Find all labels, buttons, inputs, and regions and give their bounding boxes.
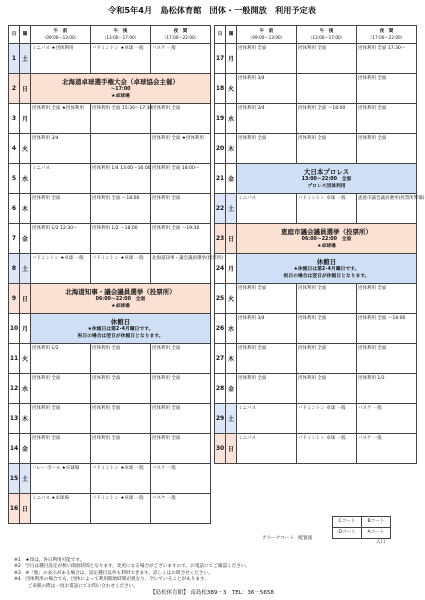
page-title: 令和5年4月 島松体育館 団体・一般開放 利用予定表 bbox=[108, 5, 316, 15]
table-row bbox=[215, 254, 417, 284]
weekday-cell: 火 bbox=[20, 344, 31, 374]
schedule-slot bbox=[91, 464, 151, 494]
slot-text: バスケ 一般 bbox=[152, 496, 176, 501]
event-band bbox=[31, 284, 211, 314]
slot-text: 団体利用 1/2 bbox=[358, 376, 385, 381]
day-cell: 14 bbox=[9, 434, 20, 464]
band-text: ★卓球場 bbox=[111, 304, 130, 309]
note-line: ※2 空白は種目設定が無い開放時間となります。変更になる場合がございますので、お電話にてご確認ください。 bbox=[14, 564, 251, 570]
slot-text: 団体利用 全面 bbox=[152, 106, 181, 111]
weekday-cell: 日 bbox=[226, 224, 237, 254]
slot-text: 団体利用 全面 bbox=[298, 346, 327, 351]
schedule-slot bbox=[357, 374, 417, 404]
table-row bbox=[215, 284, 417, 314]
weekday-cell: 火 bbox=[226, 284, 237, 314]
day-cell: 20 bbox=[215, 134, 226, 164]
schedule-slot bbox=[91, 134, 151, 164]
slot-text: 団体利用 3/4 bbox=[238, 316, 265, 321]
band-text: ～17:00 bbox=[110, 87, 131, 92]
schedule-slot bbox=[151, 224, 211, 254]
schedule-slot bbox=[237, 104, 297, 134]
schedule-slot bbox=[297, 404, 357, 434]
weekday-cell: 水 bbox=[20, 374, 31, 404]
slot-text: 団体利用 1/2 12:30～ bbox=[32, 226, 78, 231]
day-cell: 11 bbox=[9, 344, 20, 374]
band-text: 06:00～22:00 全面 bbox=[95, 297, 146, 302]
schedule-slot bbox=[151, 374, 211, 404]
table-row bbox=[215, 104, 417, 134]
table-row bbox=[215, 314, 417, 344]
slot-text: バドミントン 卓球 一般 bbox=[298, 436, 346, 441]
weekday-cell: 月 bbox=[226, 254, 237, 284]
slot-text: 団体利用 全面 15:30～17:30 bbox=[92, 106, 153, 111]
table-row bbox=[9, 254, 211, 284]
day-cell: 15 bbox=[9, 464, 20, 494]
schedule-slot bbox=[151, 404, 211, 434]
slot-text: 団体利用 1/4 13:00～16:00 bbox=[92, 166, 151, 171]
note-line: ※4 団体利用の場合でも、団体によって利用開始時間が異なり、空いていることがあります。 bbox=[14, 577, 209, 583]
slot-text: ミニバス bbox=[238, 196, 256, 201]
slot-text: 団体利用 全面 bbox=[238, 46, 267, 51]
schedule-slot bbox=[237, 404, 297, 434]
slot-text: バドミントン ★卓球 一般 bbox=[32, 256, 84, 261]
schedule-table-right bbox=[214, 25, 425, 464]
slot-text: 団体利用 全面 bbox=[358, 136, 387, 141]
slot-text: ミニバス bbox=[238, 436, 256, 441]
day-cell: 18 bbox=[215, 74, 226, 104]
band-text: 13:00～22:00 全面 bbox=[301, 177, 352, 182]
schedule-slot bbox=[357, 344, 417, 374]
slot-text: バスケ 一般 bbox=[358, 436, 382, 441]
slot-text: 団体利用 全面 ～19:30 bbox=[152, 226, 200, 231]
slot-text: ミニバス bbox=[32, 166, 50, 171]
table-row bbox=[9, 284, 211, 314]
schedule-slot bbox=[151, 494, 211, 524]
header-morning: 午 前 （09:00～13:00） bbox=[31, 26, 91, 44]
table-row bbox=[9, 44, 211, 74]
schedule-slot bbox=[297, 284, 357, 314]
day-cell: 9 bbox=[9, 284, 20, 314]
slot-text: 団体利用 全面 bbox=[92, 436, 121, 441]
slot-text: 団体利用 全面 bbox=[32, 196, 61, 201]
schedule-slot bbox=[91, 404, 151, 434]
slot-text: 団体利用 全面 bbox=[238, 136, 267, 141]
band-text: ★休館日は第2･4月曜日です。 bbox=[87, 327, 154, 332]
schedule-slot bbox=[91, 344, 151, 374]
day-cell: 5 bbox=[9, 164, 20, 194]
table-row bbox=[215, 194, 417, 224]
slot-text: 団体利用 全面 bbox=[32, 376, 61, 381]
note-line: ※1 ★印は、各日利用可能です。 bbox=[14, 558, 85, 563]
schedule-slot bbox=[297, 104, 357, 134]
schedule-slot bbox=[297, 344, 357, 374]
slot-text: 団体利用 3/4 bbox=[238, 76, 265, 81]
table-row bbox=[215, 404, 417, 434]
schedule-slot bbox=[357, 434, 417, 464]
day-cell: 6 bbox=[9, 194, 20, 224]
schedule-slot bbox=[91, 374, 151, 404]
slot-text: 団体利用 全面 ～18:00 bbox=[298, 106, 346, 111]
day-cell: 26 bbox=[215, 314, 226, 344]
band-text: ★卓球場 bbox=[317, 244, 336, 249]
slot-text: 団体利用 全面 bbox=[298, 376, 327, 381]
slot-text: 団体利用 1/2 ～18:00 bbox=[92, 226, 138, 231]
slot-text: バスケ 一般 bbox=[152, 46, 176, 51]
slot-text: バドミントン ★卓球 一般 bbox=[92, 466, 144, 471]
day-cell: 12 bbox=[9, 374, 20, 404]
day-cell: 23 bbox=[215, 224, 226, 254]
slot-text: 団体利用 全面 18:00～ bbox=[152, 166, 200, 171]
schedule-slot bbox=[357, 44, 417, 74]
schedule-slot bbox=[31, 344, 91, 374]
slot-text: 団体利用 全面 bbox=[298, 136, 327, 141]
schedule-slot bbox=[31, 434, 91, 464]
slot-text: 団体利用 全面 bbox=[152, 436, 181, 441]
band-text: 06:00～22:00 全面 bbox=[301, 237, 352, 242]
day-cell: 27 bbox=[215, 344, 226, 374]
weekday-cell: 水 bbox=[226, 104, 237, 134]
schedule-slot bbox=[237, 344, 297, 374]
schedule-slot bbox=[151, 434, 211, 464]
slot-text: 団体利用 全面 bbox=[358, 76, 387, 81]
slot-text: 団体利用 全面 ～18:00 bbox=[358, 316, 406, 321]
slot-text: 団体利用 3/4 bbox=[238, 106, 265, 111]
slot-text: 団体利用 全面 bbox=[152, 196, 181, 201]
slot-text: 団体利用 全面 ★団体利用 bbox=[32, 106, 84, 111]
weekday-cell: 土 bbox=[20, 464, 31, 494]
table-row bbox=[215, 44, 417, 74]
table-row bbox=[9, 494, 211, 524]
band-text: 祝日の場合は翌日が休館日となります。 bbox=[77, 334, 164, 339]
header-day: 日 bbox=[9, 26, 20, 44]
schedule-slot bbox=[237, 74, 297, 104]
slot-text: バドミントン ★卓球 一般 bbox=[92, 46, 144, 51]
slot-text: 団体利用 全面 bbox=[358, 346, 387, 351]
band-text: プロレス団体利用 bbox=[307, 184, 346, 189]
court-layout-label: アリーナコート 配置図 bbox=[262, 536, 313, 541]
slot-text: ミニバス ★団体利用 bbox=[32, 46, 74, 51]
event-band bbox=[31, 74, 211, 104]
table-row bbox=[9, 194, 211, 224]
schedule-slot bbox=[91, 104, 151, 134]
schedule-slot bbox=[151, 44, 211, 74]
weekday-cell: 金 bbox=[20, 224, 31, 254]
weekday-cell: 金 bbox=[20, 434, 31, 464]
court-entrance: 入口 bbox=[376, 540, 386, 545]
schedule-slot bbox=[31, 194, 91, 224]
slot-text: バドミントン ★卓球 一般 bbox=[92, 256, 144, 261]
header-dow: 曜 bbox=[20, 26, 31, 44]
schedule-slot bbox=[297, 134, 357, 164]
table-row bbox=[215, 164, 417, 194]
table-row bbox=[215, 374, 417, 404]
slot-text: 団体利用 全面 bbox=[298, 46, 327, 51]
table-row bbox=[9, 224, 211, 254]
closed-day-band bbox=[237, 254, 417, 284]
table-row bbox=[9, 404, 211, 434]
schedule-slot bbox=[31, 404, 91, 434]
schedule-slot bbox=[31, 134, 91, 164]
court-c: Cコート bbox=[332, 516, 362, 528]
weekday-cell: 日 bbox=[20, 284, 31, 314]
band-text: 休館日 bbox=[110, 318, 131, 326]
band-text: 祝日の場合は翌日が休館日となります。 bbox=[283, 274, 370, 279]
schedule-slot bbox=[297, 434, 357, 464]
band-text: 北海道知事・議会議員選挙（投票所） bbox=[65, 288, 176, 296]
slot-text: 団体利用 全面 bbox=[298, 286, 327, 291]
schedule-slot bbox=[297, 74, 357, 104]
schedule-slot bbox=[237, 434, 297, 464]
slot-text: バレー ボール ★卓球場 bbox=[32, 466, 80, 471]
slot-text: 団体利用 全面 bbox=[32, 406, 61, 411]
slot-text: 団体利用 全面 ～18:00 bbox=[92, 196, 140, 201]
weekday-cell: 火 bbox=[20, 134, 31, 164]
weekday-cell: 日 bbox=[20, 74, 31, 104]
note-line: ※3 ※「他」の表示がある場合は、設定種目以外も利用できます。詳しくはお問合せください。 bbox=[14, 570, 213, 576]
slot-text: バスケ 一般 bbox=[358, 406, 382, 411]
slot-text: 団体利用 1/2 bbox=[32, 346, 59, 351]
band-text: 休館日 bbox=[316, 258, 337, 266]
weekday-cell: 火 bbox=[226, 74, 237, 104]
band-text: ★卓球場 bbox=[111, 94, 130, 99]
slot-text: 団体利用 全面 bbox=[298, 316, 327, 321]
weekday-cell: 金 bbox=[226, 374, 237, 404]
event-band bbox=[237, 164, 417, 194]
day-cell: 22 bbox=[215, 194, 226, 224]
slot-text: 団体利用 全面 bbox=[32, 436, 61, 441]
schedule-slot bbox=[91, 164, 151, 194]
schedule-slot bbox=[297, 44, 357, 74]
weekday-cell: 月 bbox=[226, 44, 237, 74]
weekday-cell: 日 bbox=[226, 434, 237, 464]
footer-contact: 【島松体育館】 南島松389－3 TEL：36－5658 bbox=[150, 590, 274, 596]
slot-text: 団体利用 全面 bbox=[92, 376, 121, 381]
header-evening: 夜 間 （17:00～22:00） bbox=[357, 26, 417, 44]
schedule-slot bbox=[297, 314, 357, 344]
schedule-slot bbox=[151, 104, 211, 134]
schedule-slot bbox=[31, 494, 91, 524]
schedule-slot bbox=[357, 74, 417, 104]
schedule-slot bbox=[357, 134, 417, 164]
slot-text: バドミントン 卓球 一般 bbox=[298, 196, 346, 201]
slot-text: 北海道知事・議会議員選挙(投票所) bbox=[152, 256, 224, 261]
table-row bbox=[9, 374, 211, 404]
slot-text: バドミントン ★卓球 一般 bbox=[92, 496, 144, 501]
day-cell: 2 bbox=[9, 74, 20, 104]
schedule-slot bbox=[31, 164, 91, 194]
header-afternoon: 午 後 （13:00～17:00） bbox=[297, 26, 357, 44]
table-row bbox=[215, 434, 417, 464]
weekday-cell: 月 bbox=[20, 104, 31, 134]
court-a: Aコート bbox=[361, 527, 391, 539]
band-text: ★休館日は第2･4月曜日です。 bbox=[293, 267, 360, 272]
weekday-cell: 木 bbox=[226, 344, 237, 374]
table-row bbox=[9, 164, 211, 194]
weekday-cell: 土 bbox=[20, 254, 31, 284]
weekday-cell: 土 bbox=[226, 194, 237, 224]
day-cell: 10 bbox=[9, 314, 20, 344]
table-row bbox=[215, 344, 417, 374]
day-cell: 25 bbox=[215, 284, 226, 314]
band-text: 恵庭市議会議員選挙（投票所） bbox=[281, 228, 372, 236]
slot-text: 団体利用 全面 bbox=[238, 346, 267, 351]
notes bbox=[14, 558, 414, 590]
schedule-slot bbox=[357, 284, 417, 314]
slot-text: 団体利用 全面 bbox=[238, 286, 267, 291]
day-cell: 4 bbox=[9, 134, 20, 164]
slot-text: バドミントン 卓球 一般 bbox=[298, 406, 346, 411]
court-layout-diagram bbox=[332, 516, 392, 550]
table-row bbox=[9, 464, 211, 494]
header-afternoon: 午 後 （13:00～17:00） bbox=[91, 26, 151, 44]
table-row bbox=[9, 434, 211, 464]
weekday-cell: 水 bbox=[226, 314, 237, 344]
slot-text: 恵庭市議会議員選挙(投票所準備) bbox=[358, 196, 425, 201]
schedule-slot bbox=[237, 314, 297, 344]
day-cell: 21 bbox=[215, 164, 226, 194]
band-text: 大日本プロレス bbox=[303, 168, 350, 176]
table-row bbox=[9, 344, 211, 374]
day-cell: 16 bbox=[9, 494, 20, 524]
weekday-cell: 金 bbox=[226, 164, 237, 194]
slot-text: 団体利用 全面 bbox=[92, 346, 121, 351]
schedule-slot bbox=[91, 44, 151, 74]
schedule-slot bbox=[91, 224, 151, 254]
weekday-cell: 木 bbox=[226, 134, 237, 164]
closed-day-band bbox=[31, 314, 211, 344]
schedule-slot bbox=[237, 284, 297, 314]
schedule-slot bbox=[31, 104, 91, 134]
table-row bbox=[215, 134, 417, 164]
slot-text: ミニバス ★卓球場 bbox=[32, 496, 69, 501]
schedule-slot bbox=[91, 434, 151, 464]
event-band bbox=[237, 224, 417, 254]
day-cell: 19 bbox=[215, 104, 226, 134]
schedule-slot bbox=[151, 164, 211, 194]
table-row bbox=[9, 104, 211, 134]
day-cell: 29 bbox=[215, 404, 226, 434]
schedule-slot bbox=[297, 374, 357, 404]
slot-text: バスケ 一般 bbox=[152, 466, 176, 471]
day-cell: 28 bbox=[215, 374, 226, 404]
schedule-slot bbox=[237, 134, 297, 164]
day-cell: 8 bbox=[9, 254, 20, 284]
schedule-slot bbox=[151, 464, 211, 494]
header-dow: 曜 bbox=[226, 26, 237, 44]
schedule-slot bbox=[31, 44, 91, 74]
table-row bbox=[9, 314, 211, 344]
slot-text: 団体利用 全面 bbox=[358, 106, 387, 111]
table-row bbox=[9, 134, 211, 164]
slot-text: 団体利用 全面 bbox=[92, 406, 121, 411]
day-cell: 30 bbox=[215, 434, 226, 464]
schedule-slot bbox=[237, 194, 297, 224]
schedule-slot bbox=[151, 134, 211, 164]
table-row bbox=[215, 224, 417, 254]
note-line: ご来館の際は一度お電話にてお問い合わせください。 bbox=[14, 583, 139, 589]
schedule-slot bbox=[357, 194, 425, 224]
slot-text: ミニバス bbox=[238, 406, 256, 411]
schedule-slot bbox=[151, 344, 211, 374]
schedule-slot bbox=[151, 194, 211, 224]
slot-text: 団体利用 全面 bbox=[152, 376, 181, 381]
schedule-slot bbox=[357, 314, 417, 344]
schedule-slot bbox=[237, 44, 297, 74]
day-cell: 13 bbox=[9, 404, 20, 434]
schedule-slot bbox=[91, 494, 151, 524]
schedule-slot bbox=[31, 224, 91, 254]
day-cell: 24 bbox=[215, 254, 226, 284]
weekday-cell: 月 bbox=[20, 314, 31, 344]
slot-text: 団体利用 全面 ★団体利用 bbox=[152, 136, 204, 141]
header-morning: 午 前 （09:00～13:00） bbox=[237, 26, 297, 44]
schedule-slot bbox=[91, 254, 151, 284]
day-cell: 3 bbox=[9, 104, 20, 134]
slot-text: 団体利用 全面 bbox=[152, 406, 181, 411]
weekday-cell: 木 bbox=[20, 404, 31, 434]
slot-text: 団体利用 全面 bbox=[152, 346, 181, 351]
day-cell: 1 bbox=[9, 44, 20, 74]
weekday-cell: 土 bbox=[226, 404, 237, 434]
schedule-slot bbox=[31, 464, 91, 494]
schedule-slot bbox=[237, 374, 297, 404]
schedule-slot bbox=[357, 104, 417, 134]
slot-text: 団体利用 全面 17:30～ bbox=[358, 46, 406, 51]
header-day: 日 bbox=[215, 26, 226, 44]
table-row bbox=[215, 74, 417, 104]
schedule-slot bbox=[297, 194, 357, 224]
court-d: Dコート bbox=[332, 527, 362, 539]
schedule-slot bbox=[31, 374, 91, 404]
table-row bbox=[9, 74, 211, 104]
band-text: 北海道卓球選手権大会（卓球協会主催） bbox=[62, 78, 179, 86]
slot-text: 団体利用 3/4 bbox=[32, 136, 59, 141]
day-cell: 17 bbox=[215, 44, 226, 74]
weekday-cell: 土 bbox=[20, 44, 31, 74]
slot-text: 団体利用 全面 bbox=[238, 376, 267, 381]
slot-text: 団体利用 全面 bbox=[358, 286, 387, 291]
court-b: Bコート bbox=[361, 516, 391, 528]
weekday-cell: 水 bbox=[20, 164, 31, 194]
schedule-slot bbox=[91, 194, 151, 224]
header-evening: 夜 間 （17:00～22:00） bbox=[151, 26, 211, 44]
schedule-slot bbox=[31, 254, 91, 284]
schedule-slot bbox=[357, 404, 417, 434]
day-cell: 7 bbox=[9, 224, 20, 254]
weekday-cell: 日 bbox=[20, 494, 31, 524]
weekday-cell: 木 bbox=[20, 194, 31, 224]
